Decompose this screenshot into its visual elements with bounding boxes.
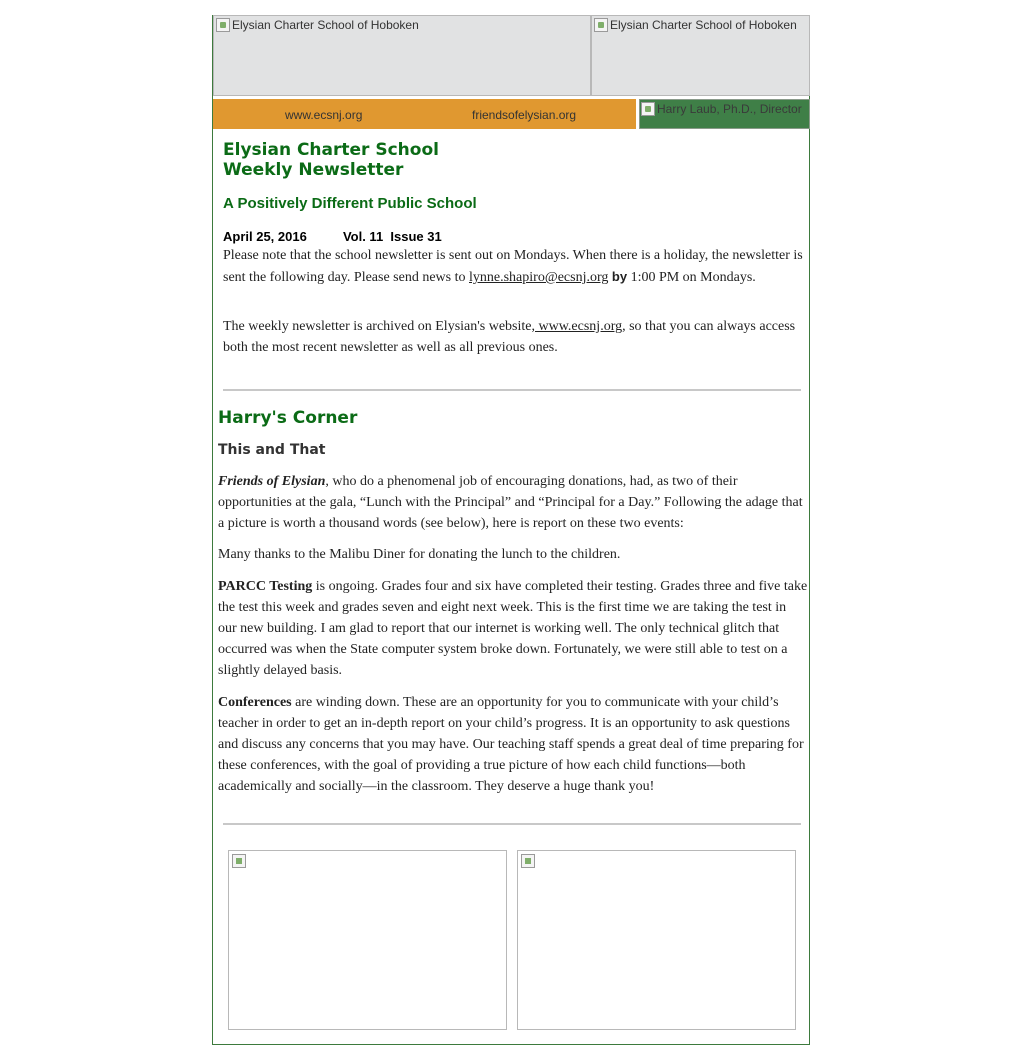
director-image bbox=[639, 99, 810, 129]
dateline bbox=[223, 229, 442, 244]
title-line-2: Weekly Newsletter bbox=[223, 160, 404, 180]
tagline: A Positively Different Public School bbox=[223, 195, 477, 212]
parcc-paragraph bbox=[218, 576, 808, 681]
event-photo-left bbox=[228, 850, 507, 1030]
archive-website-link[interactable]: www.ecsnj.org bbox=[535, 319, 623, 334]
logo-right-alt: Elysian Charter School of Hoboken bbox=[610, 18, 797, 32]
school-logo-right bbox=[591, 15, 810, 96]
conferences-label: Conferences bbox=[218, 695, 292, 710]
conferences-text: are winding down. These are an opportunity for you to communicate with your child’s teacher in order to get an in-depth report on your child’s progress. It is an opportunity to ask questions and discuss any concerns that you may have. Our teaching staff spends a great deal of time preparing for these conferences, with the goal of providing a true picture of how each child functions—both academically and socially—in the classroom. They deserve a huge thank you! bbox=[218, 695, 804, 794]
parcc-text: is ongoing. Grades four and six have completed their testing. Grades three and five take the test this week and grades seven and eight next week. This is the first time we are taking the test in our new building. I am glad to report that our internet is working well. The only technical glitch that occurred was when the State computer system broke down. Fortunately, we were still able to test on a slightly delayed basis. bbox=[218, 579, 808, 678]
broken-image-icon bbox=[594, 18, 608, 32]
school-logo-left bbox=[213, 15, 591, 96]
intro-paragraph-schedule bbox=[223, 245, 808, 288]
broken-image-icon bbox=[521, 854, 535, 868]
archive-text: The weekly newsletter is archived on Elysian's website, bbox=[223, 319, 535, 334]
divider bbox=[223, 823, 801, 825]
friends-emphasis: Friends of Elysian bbox=[218, 474, 326, 489]
logo-left-alt: Elysian Charter School of Hoboken bbox=[232, 18, 419, 32]
volume-issue: Vol. 11 Issue 31 bbox=[342, 229, 442, 244]
ecsnj-link[interactable]: www.ecsnj.org bbox=[285, 108, 363, 122]
archive-text-end: , so that you can always access both the most recent newsletter as well as all previous ones. bbox=[223, 319, 796, 355]
broken-image-icon bbox=[232, 854, 246, 868]
links-bar bbox=[213, 99, 636, 129]
conferences-paragraph bbox=[218, 692, 808, 797]
friends-of-elysian-link[interactable]: friendsofelysian.org bbox=[472, 108, 577, 122]
parcc-label: PARCC Testing bbox=[218, 579, 313, 594]
director-alt: Harry Laub, Ph.D., Director bbox=[657, 102, 802, 116]
title-line-1: Elysian Charter School bbox=[223, 140, 439, 160]
intro-paragraph-archive bbox=[223, 316, 808, 358]
divider bbox=[223, 389, 801, 391]
deadline-text: 1:00 PM on Mondays. bbox=[630, 270, 756, 285]
section-subheading: This and That bbox=[218, 442, 326, 458]
intro-text: Please note that the school newsletter is sent out on Mondays. When there is a holiday, the newsletter is sent the following day. Please send news to bbox=[223, 248, 803, 285]
event-photo-right bbox=[517, 850, 796, 1030]
friends-text: , who do a phenomenal job of encouraging donations, had, as two of their opportunities at the gala, “Lunch with the Principal” and “Principal for a Day.” Following the adage that a picture is worth a thousand words (see below), here is report on these two events: bbox=[218, 474, 803, 531]
friends-paragraph bbox=[218, 471, 808, 534]
by-label: by bbox=[611, 269, 628, 284]
broken-image-icon bbox=[216, 18, 230, 32]
issue-date: April 25, 2016 bbox=[223, 229, 307, 244]
news-email-link[interactable]: lynne.shapiro@ecsnj.org bbox=[469, 270, 609, 285]
newsletter-title bbox=[223, 140, 439, 180]
section-heading: Harry's Corner bbox=[218, 408, 358, 428]
thanks-paragraph: Many thanks to the Malibu Diner for donating the lunch to the children. bbox=[218, 547, 621, 562]
broken-image-icon bbox=[641, 102, 655, 116]
